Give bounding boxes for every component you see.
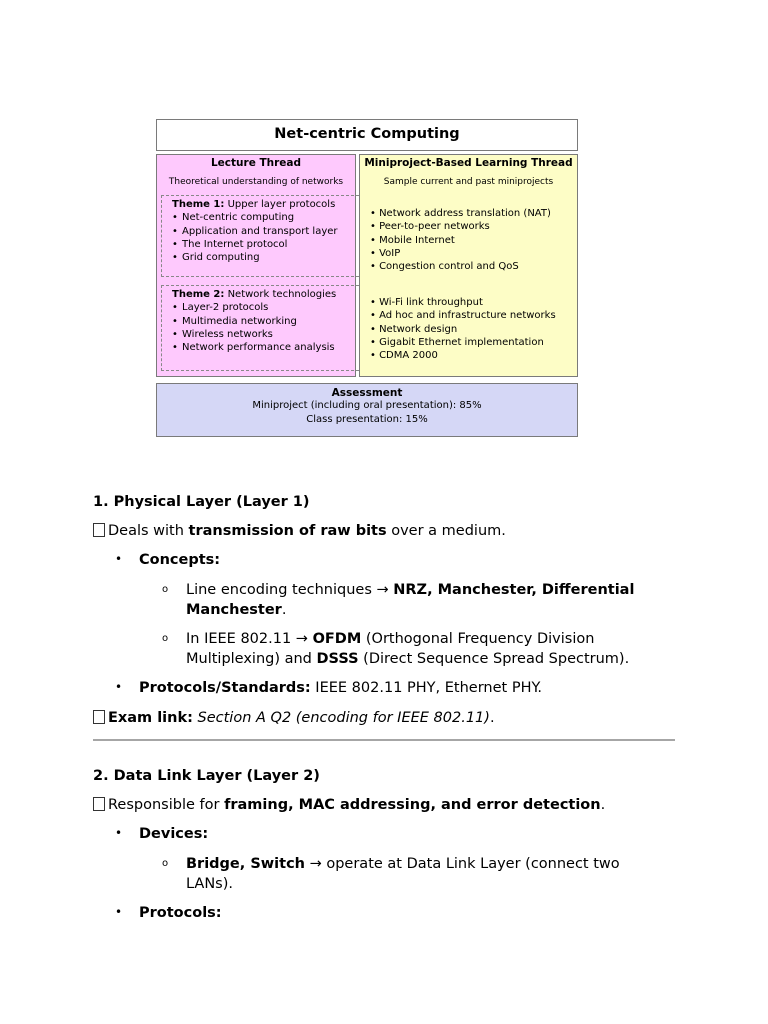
concept-line-encoding-cont <box>186 600 286 620</box>
concept-text: In IEEE 802.11 → <box>186 631 313 647</box>
intro-bold: transmission of raw bits <box>188 523 387 539</box>
list-item: • Layer-2 protocols <box>172 301 573 314</box>
intro-text: Deals with <box>108 523 189 539</box>
section2-protocols-label: Protocols: <box>139 905 222 921</box>
circle-bullet-icon: o <box>162 584 169 595</box>
list-item-text: Ad hoc and infrastructure networks <box>379 310 556 322</box>
intro-bold: framing, MAC addressing, and error detection <box>224 797 601 813</box>
miniproject-group2 <box>370 296 556 362</box>
figure-title: Net-centric Computing <box>156 119 578 151</box>
concept-bold: Manchester <box>186 602 282 618</box>
list-item: • Application and transport layer <box>172 225 573 238</box>
section-divider <box>93 739 675 741</box>
section1-intro <box>93 521 506 541</box>
circle-bullet-icon: o <box>162 633 169 644</box>
exam-text: Section A Q2 (encoding for IEEE 802.11) <box>197 710 490 726</box>
section2-intro <box>93 795 605 815</box>
theme2-title: Network technologies <box>227 289 337 300</box>
lecture-thread-subheading: Theoretical understanding of networks <box>168 177 344 187</box>
list-item-text: Network address translation (NAT) <box>379 208 551 219</box>
protocols-label: Protocols/Standards: <box>139 680 311 696</box>
device-bold: Bridge, Switch <box>186 856 305 872</box>
list-item: • Wireless networks <box>172 328 573 341</box>
list-item: • Net-centric computing <box>172 211 573 224</box>
concept-text: (Orthogonal Frequency Division <box>361 631 595 647</box>
list-item: • Ad hoc and infrastructure networks <box>370 310 556 322</box>
device-bridge-switch <box>186 854 620 874</box>
list-item: • Mobile Internet <box>370 234 455 246</box>
theme1-title: Upper layer protocols <box>227 199 336 210</box>
concept-text: Line encoding techniques → <box>186 582 394 598</box>
list-item-text: Peer-to-peer networks <box>379 221 490 233</box>
section2-heading: 2. Data Link Layer (Layer 2) <box>93 768 320 784</box>
device-text: → operate at Data Link Layer (connect two <box>304 856 620 872</box>
theme2-label: Theme 2: <box>172 289 225 300</box>
miniproject-thread-heading: Miniproject-Based Learning Thread <box>364 157 573 169</box>
devices-label: Devices: <box>139 826 209 842</box>
protocols-standards <box>139 678 542 698</box>
list-item: • Network address translation (NAT) <box>370 208 551 219</box>
theme1-label: Theme 1: <box>172 199 225 210</box>
bullet-icon: • <box>115 905 123 919</box>
list-item-text: Wi-Fi link throughput <box>379 297 483 308</box>
list-item: • Multimedia networking <box>172 315 573 328</box>
list-item: • Congestion control and QoS <box>370 261 519 273</box>
intro-text: Responsible for <box>108 797 225 813</box>
protocols-text: IEEE 802.11 PHY, Ethernet PHY. <box>310 680 542 696</box>
list-item-text: VoIP <box>379 247 401 259</box>
list-item-text: CDMA 2000 <box>379 350 438 362</box>
miniproject-thread-subheading: Sample current and past miniprojects <box>383 177 554 187</box>
circle-bullet-icon: o <box>162 858 169 869</box>
list-item: • The Internet protocol <box>172 238 573 251</box>
concept-bold: OFDM <box>312 631 362 647</box>
assessment-heading: Assessment <box>331 387 403 399</box>
concept-ieee <box>186 629 594 649</box>
intro-text-end: . <box>600 797 606 813</box>
bullet-icon: • <box>115 680 123 694</box>
exam-text-end: . <box>489 710 495 726</box>
lecture-thread-column <box>156 154 356 377</box>
list-item: • Grid computing <box>172 251 573 264</box>
exam-label: Exam link: <box>108 710 193 726</box>
exam-link <box>93 708 495 728</box>
list-item: • Gigabit Ethernet implementation <box>370 336 544 348</box>
list-item-text: Mobile Internet <box>379 234 455 246</box>
list-item-text: Congestion control and QoS <box>379 261 519 273</box>
emoji-placeholder-icon <box>93 523 105 537</box>
bullet-icon: • <box>115 552 123 566</box>
assessment-box <box>156 383 578 437</box>
concept-bold: NRZ, Manchester, Differential <box>393 582 635 598</box>
concept-ieee-cont <box>186 649 629 669</box>
lecture-thread-heading: Lecture Thread <box>210 157 302 169</box>
emoji-placeholder-icon <box>93 710 105 724</box>
assessment-line-2: Class presentation: 15% <box>306 414 428 425</box>
list-item-text: Gigabit Ethernet implementation <box>379 336 544 348</box>
list-item: • Network design <box>370 323 458 335</box>
list-item: • Wi-Fi link throughput <box>370 297 483 308</box>
list-item: • CDMA 2000 <box>370 350 438 362</box>
concept-text: . <box>281 602 287 618</box>
bullet-icon: • <box>115 826 123 840</box>
concept-text: (Direct Sequence Spread Spectrum). <box>358 651 630 667</box>
assessment-line-1: Miniproject (including oral presentation): 85% <box>252 400 482 411</box>
device-bridge-switch-cont: LANs). <box>186 876 233 892</box>
list-item: • Network performance analysis <box>172 341 573 354</box>
list-item: • VoIP <box>370 247 401 259</box>
intro-text-end: over a medium. <box>386 523 506 539</box>
net-centric-computing-figure <box>156 119 578 437</box>
miniproject-group1 <box>370 207 551 273</box>
concept-text: Multiplexing) and <box>186 651 317 667</box>
list-item: • Peer-to-peer networks <box>370 221 490 233</box>
concept-bold: DSSS <box>316 651 359 667</box>
section1-heading: 1. Physical Layer (Layer 1) <box>93 494 310 510</box>
concept-line-encoding <box>186 580 634 600</box>
emoji-placeholder-icon <box>93 797 105 811</box>
concepts-label: Concepts: <box>139 552 221 568</box>
miniproject-thread-column <box>359 154 578 377</box>
list-item-text: Network design <box>379 323 458 335</box>
